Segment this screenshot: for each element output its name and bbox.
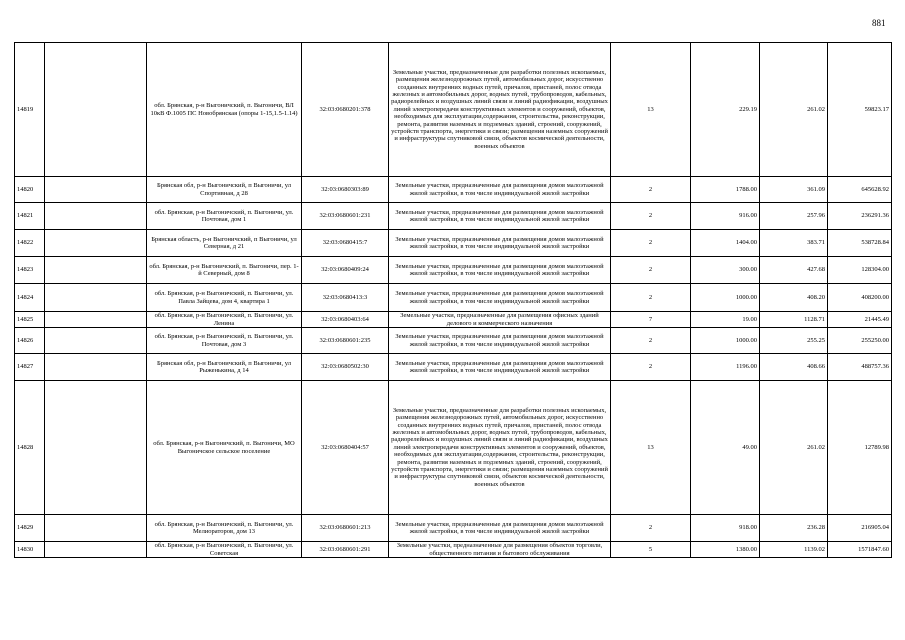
cadastral-number-cell: 32:03:0680601:231 [302,203,389,230]
use-category-cell: 2 [611,284,691,312]
row-number: 14825 [15,312,45,328]
specific-value-cell: 1128.71 [760,312,828,328]
cadastral-number-cell: 32:03:0680415:7 [302,230,389,257]
use-category-cell: 7 [611,312,691,328]
specific-value-cell: 261.02 [760,43,828,177]
cadastral-number-cell: 32:03:0680409:24 [302,257,389,284]
cadastral-value-cell: 216905.04 [828,515,892,542]
row-number: 14826 [15,328,45,354]
row-number: 14830 [15,542,45,558]
use-category-cell: 2 [611,177,691,203]
specific-value-cell: 255.25 [760,328,828,354]
specific-value-cell: 1139.02 [760,542,828,558]
cadastral-number-cell: 32:03:0680413:3 [302,284,389,312]
blank-cell [45,284,147,312]
cadastral-value-cell: 1571847.60 [828,542,892,558]
address-cell: обл. Брянская, р-н Выгоничский, п. Выгоничи, ВЛ 10кВ Ф.1005 ПС Новобрянская (опоры 1-15,1.5-1.14) [147,43,302,177]
row-number: 14820 [15,177,45,203]
use-category-cell: 13 [611,381,691,515]
blank-cell [45,354,147,381]
cadastral-value-cell: 128304.00 [828,257,892,284]
permitted-use-cell: Земельные участки, предназначенные для размещения домов малоэтажной жилой застройки, в том числе индивидуальной жилой застройки [389,328,611,354]
table-row [15,230,892,257]
area-cell: 1000.00 [691,284,760,312]
cadastral-number-cell: 32:03:0680403:64 [302,312,389,328]
area-cell: 1788.00 [691,177,760,203]
row-number: 14828 [15,381,45,515]
use-category-cell: 5 [611,542,691,558]
row-number: 14819 [15,43,45,177]
blank-cell [45,257,147,284]
row-number: 14824 [15,284,45,312]
blank-cell [45,43,147,177]
row-number: 14827 [15,354,45,381]
specific-value-cell: 383.71 [760,230,828,257]
permitted-use-cell: Земельные участки, предназначенные для размещения домов малоэтажной жилой застройки, в том числе индивидуальной жилой застройки [389,257,611,284]
use-category-cell: 13 [611,43,691,177]
row-number: 14829 [15,515,45,542]
row-number: 14822 [15,230,45,257]
permitted-use-cell: Земельные участки, предназначенные для размещения домов малоэтажной жилой застройки, в том числе индивидуальной жилой застройки [389,177,611,203]
address-cell: обл. Брянская, р-н Выгоничский, п. Выгоничи, пер. 1-й Северный, дом 8 [147,257,302,284]
cadastral-value-cell: 236291.36 [828,203,892,230]
permitted-use-cell: Земельные участки, предназначенные для размещения объектов торговли, общественного питания и бытового обслуживания [389,542,611,558]
cadastral-value-table [14,42,892,558]
table-row [15,312,892,328]
cadastral-value-cell: 645628.92 [828,177,892,203]
table-row [15,381,892,515]
use-category-cell: 2 [611,328,691,354]
specific-value-cell: 427.68 [760,257,828,284]
area-cell: 918.00 [691,515,760,542]
table-row [15,328,892,354]
use-category-cell: 2 [611,515,691,542]
cadastral-number-cell: 32:03:0680502:30 [302,354,389,381]
area-cell: 1000.00 [691,328,760,354]
use-category-cell: 2 [611,230,691,257]
specific-value-cell: 261.02 [760,381,828,515]
cadastral-number-cell: 32:03:0680601:291 [302,542,389,558]
address-cell: Брянская область, р-н Выгоничский, п Выгоничи, ул Северная, д 21 [147,230,302,257]
row-number: 14821 [15,203,45,230]
cadastral-value-cell: 12789.98 [828,381,892,515]
row-number: 14823 [15,257,45,284]
table-row [15,515,892,542]
blank-cell [45,177,147,203]
blank-cell [45,381,147,515]
page-number: 881 [872,18,886,28]
use-category-cell: 2 [611,257,691,284]
area-cell: 49.00 [691,381,760,515]
specific-value-cell: 236.28 [760,515,828,542]
use-category-cell: 2 [611,354,691,381]
area-cell: 300.00 [691,257,760,284]
blank-cell [45,542,147,558]
table-body [15,43,892,558]
permitted-use-cell: Земельные участки, предназначенные для размещения домов малоэтажной жилой застройки, в том числе индивидуальной жилой застройки [389,203,611,230]
specific-value-cell: 408.20 [760,284,828,312]
address-cell: обл. Брянская, р-н Выгоничский, п. Выгоничи, ул. Почтовая, дом 3 [147,328,302,354]
permitted-use-cell: Земельные участки, предназначенные для размещения домов малоэтажной жилой застройки, в том числе индивидуальной жилой застройки [389,354,611,381]
area-cell: 229.19 [691,43,760,177]
permitted-use-cell: Земельные участки, предназначенные для разработки полезных ископаемых, размещения железнодорожных путей, автомобильных дорог, искусственно созданных внутренних водных путей, причалов, пристаней, полос отвода железных и автомобильных дорог, водных путей, трубопроводов, кабельных, радиорелейных и воздушных линий связи и линий радиофикации, воздушных линий электропередачи конструктивных элементов и сооружений, объектов, необходимых для эксплуатации,содержания, строительства, реконструкции, ремонта, развития наземных и подземных зданий, строений, сооружений, устройств транспорта, энергетики и связи; размещения наземных сооружений и инфраструктуры спутниковой связи, объектов космической деятельности, военных объектов [389,381,611,515]
blank-cell [45,312,147,328]
blank-cell [45,203,147,230]
table-row [15,284,892,312]
cadastral-value-cell: 488757.36 [828,354,892,381]
use-category-cell: 2 [611,203,691,230]
cadastral-number-cell: 32:03:0680404:57 [302,381,389,515]
address-cell: обл. Брянская, р-н Выгоничский, п. Выгоничи, ул. Почтовая, дом 1 [147,203,302,230]
address-cell: обл. Брянская, р-н Выгоничский, п. Выгоничи, ул. Павла Зайцева, дом 4, квартира 1 [147,284,302,312]
cadastral-value-cell: 538728.84 [828,230,892,257]
blank-cell [45,230,147,257]
cadastral-value-cell: 408200.00 [828,284,892,312]
specific-value-cell: 408.66 [760,354,828,381]
address-cell: обл. Брянская, р-н Выгоничский, п. Выгоничи, ул. Мелиораторов, дом 13 [147,515,302,542]
specific-value-cell: 257.96 [760,203,828,230]
cadastral-number-cell: 32:03:0680601:235 [302,328,389,354]
address-cell: Брянская обл, р-н Выгоничский, п Выгоничи, ул Спортивная, д 28 [147,177,302,203]
area-cell: 19.00 [691,312,760,328]
cadastral-value-cell: 59823.17 [828,43,892,177]
cadastral-value-cell: 21445.49 [828,312,892,328]
area-cell: 916.00 [691,203,760,230]
permitted-use-cell: Земельные участки, предназначенные для размещения домов малоэтажной жилой застройки, в том числе индивидуальной жилой застройки [389,515,611,542]
area-cell: 1404.00 [691,230,760,257]
permitted-use-cell: Земельные участки, предназначенные для размещения офисных зданий делового и коммерческого назначения [389,312,611,328]
address-cell: обл. Брянская, р-н Выгоничский, п. Выгоничи, ул. Советская [147,542,302,558]
cadastral-number-cell: 32:03:0680303:89 [302,177,389,203]
address-cell: обл. Брянская, р-н Выгоничский, п. Выгоничи, ул. Ленина [147,312,302,328]
permitted-use-cell: Земельные участки, предназначенные для разработки полезных ископаемых, размещения железнодорожных путей, автомобильных дорог, искусственно созданных внутренних водных путей, причалов, пристаней, полос отвода железных и автомобильных дорог, водных путей, трубопроводов, кабельных, радиорелейных и воздушных линий связи и линий радиофикации, воздушных линий электропередачи конструктивных элементов и сооружений, объектов, необходимых для эксплуатации,содержания, строительства, реконструкции, ремонта, развития наземных и подземных зданий, строений, сооружений, устройств транспорта, энергетики и связи; размещения наземных сооружений и инфраструктуры спутниковой связи, объектов космической деятельности, военных объектов [389,43,611,177]
blank-cell [45,328,147,354]
specific-value-cell: 361.09 [760,177,828,203]
area-cell: 1380.00 [691,542,760,558]
permitted-use-cell: Земельные участки, предназначенные для размещения домов малоэтажной жилой застройки, в том числе индивидуальной жилой застройки [389,284,611,312]
cadastral-number-cell: 32:03:0680201:378 [302,43,389,177]
table-row [15,177,892,203]
table-row [15,542,892,558]
cadastral-value-cell: 255250.00 [828,328,892,354]
cadastral-number-cell: 32:03:0680601:213 [302,515,389,542]
table-row [15,203,892,230]
area-cell: 1196.00 [691,354,760,381]
table-row [15,354,892,381]
table-row [15,257,892,284]
address-cell: обл. Брянская, р-н Выгоничский, п. Выгоничи, МО Выгоничское сельское поселение [147,381,302,515]
blank-cell [45,515,147,542]
permitted-use-cell: Земельные участки, предназначенные для размещения домов малоэтажной жилой застройки, в том числе индивидуальной жилой застройки [389,230,611,257]
table-row [15,43,892,177]
address-cell: Брянская обл, р-н Выгоничский, п Выгоничи, ул Рыженькина, д 14 [147,354,302,381]
